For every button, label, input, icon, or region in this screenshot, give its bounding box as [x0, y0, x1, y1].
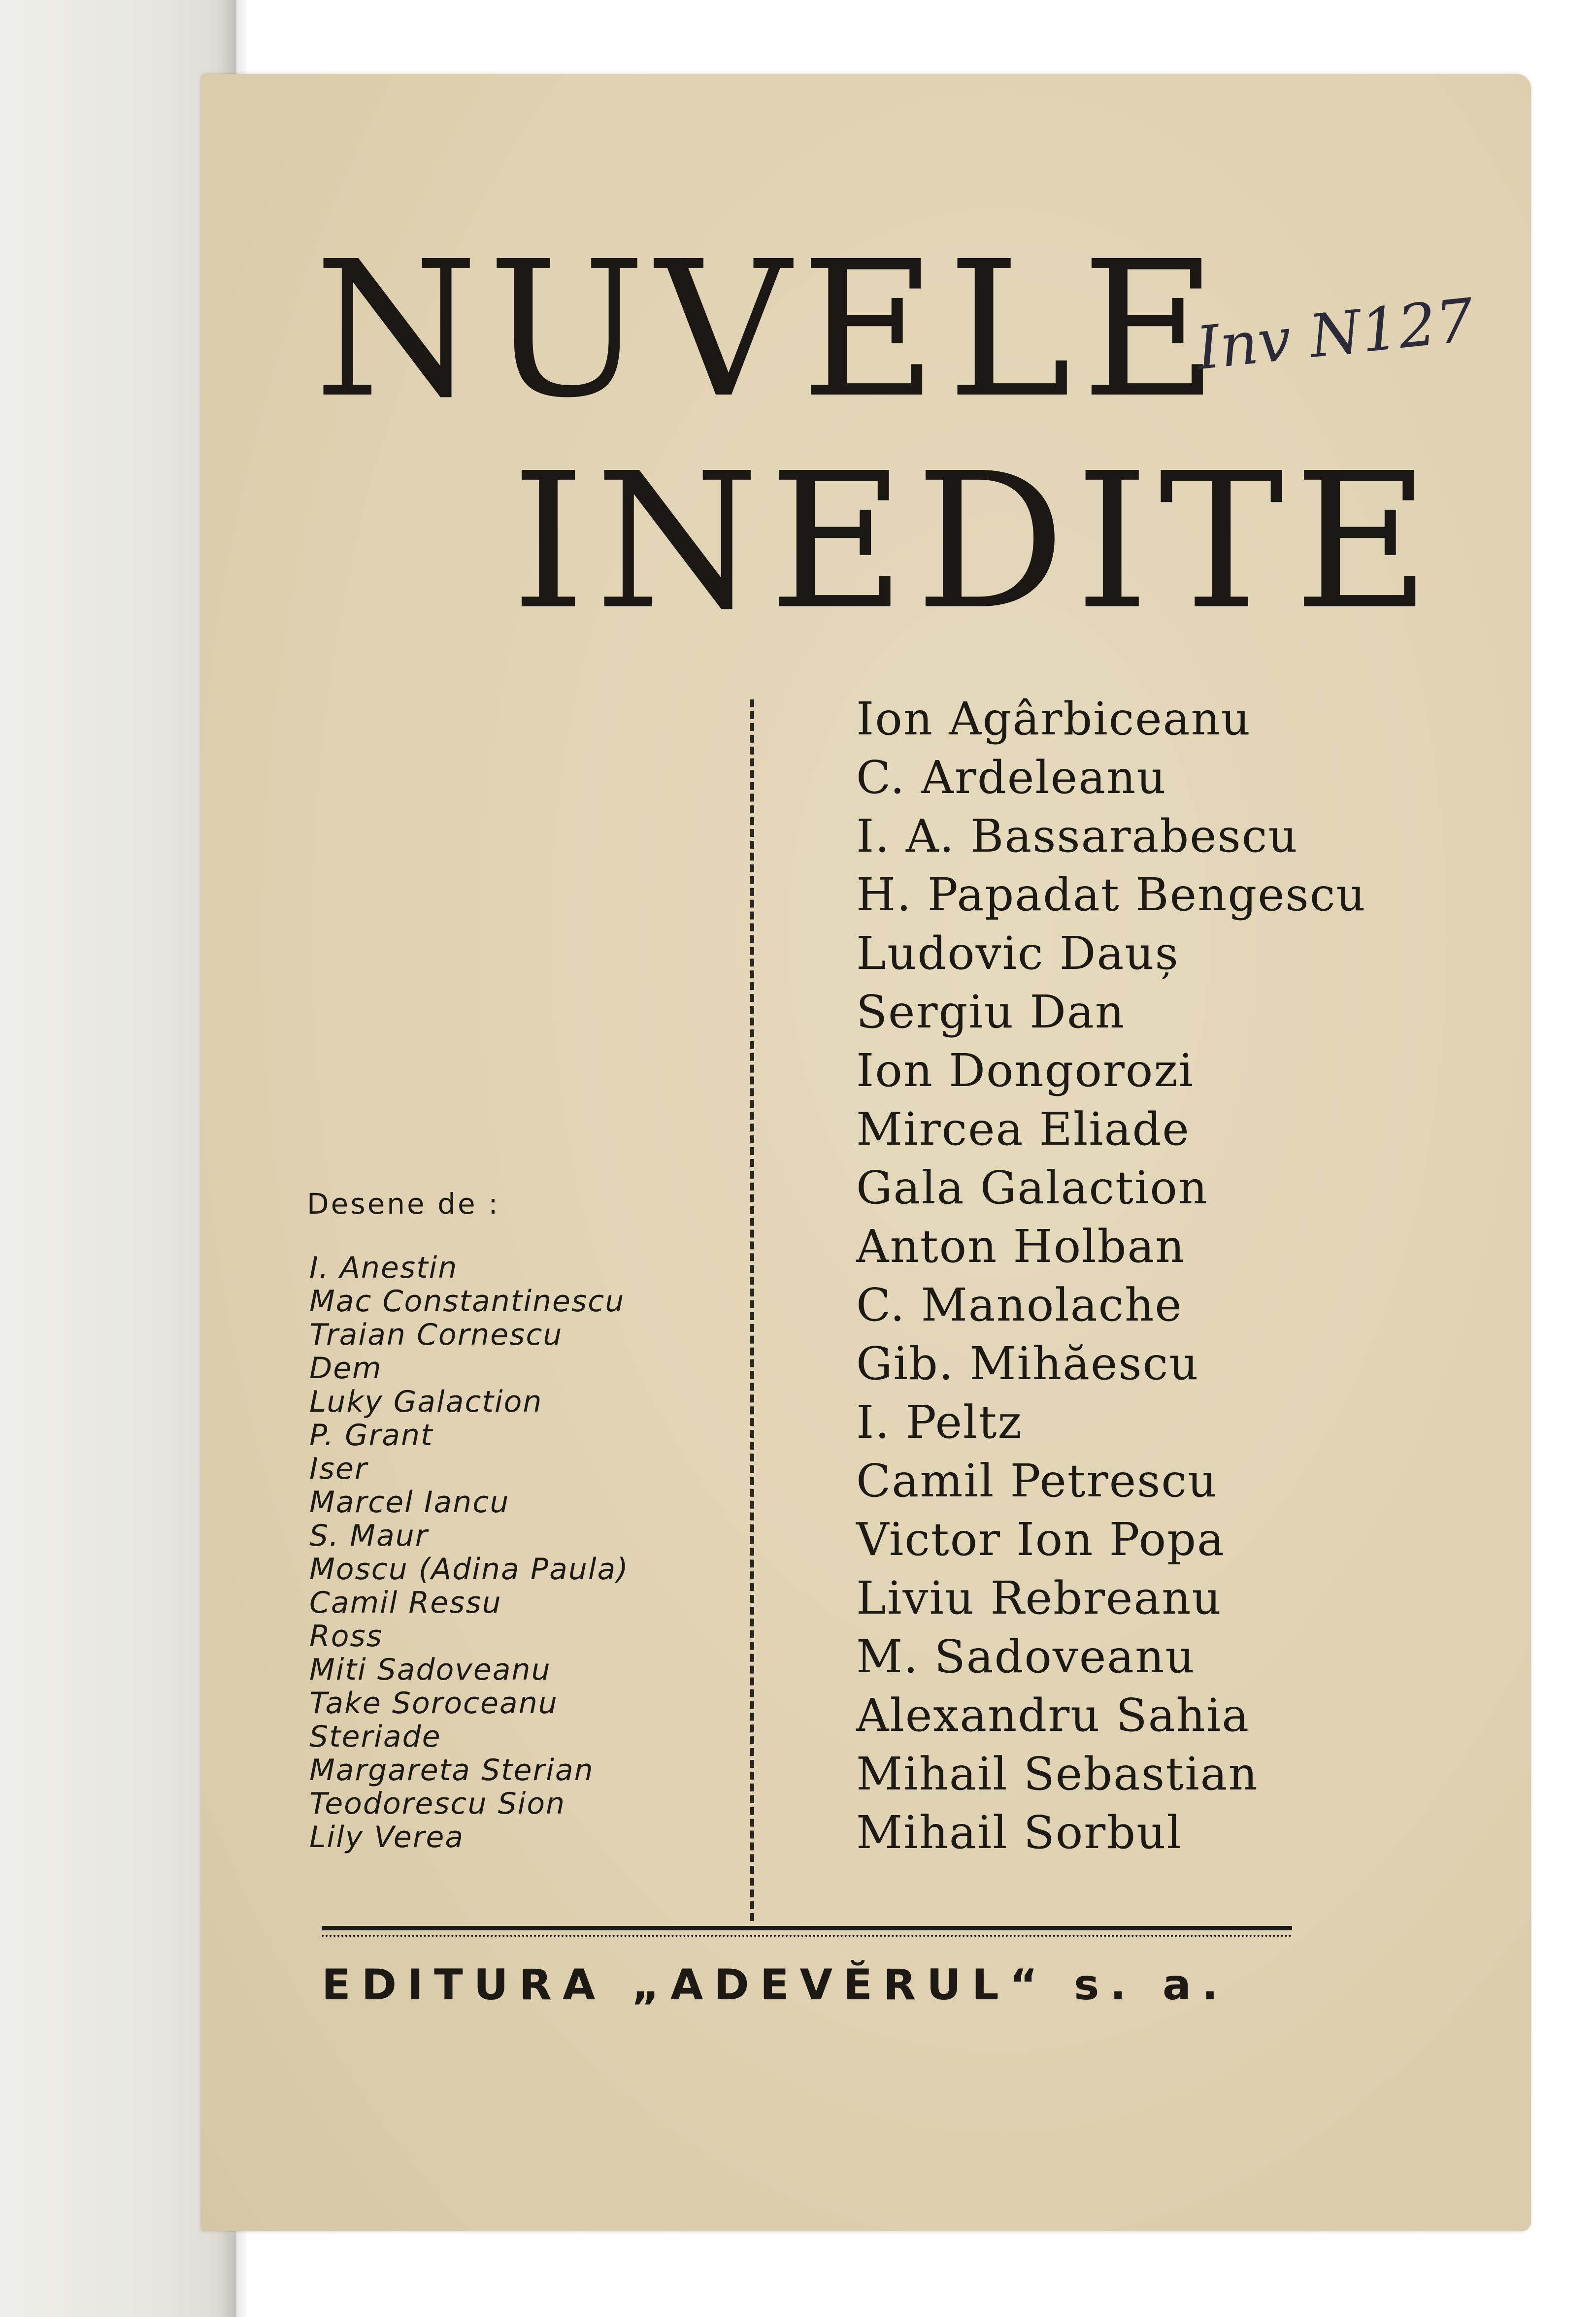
- illustrator-name: I. Anestin: [309, 1251, 458, 1285]
- author-name: H. Papadat Bengescu: [856, 868, 1366, 921]
- illustrator-list: [309, 1251, 629, 1854]
- illustrator-name: Lily Verea: [309, 1820, 465, 1854]
- author-name: C. Manolache: [856, 1279, 1183, 1331]
- publisher-name: EDITURA „ADEVĔRUL“ s. a.: [322, 1960, 1229, 2010]
- illustrator-name: Iser: [309, 1452, 368, 1486]
- author-name: Mihail Sebastian: [856, 1748, 1259, 1800]
- author-name: Mihail Sorbul: [856, 1806, 1182, 1859]
- author-name: Victor Ion Popa: [856, 1513, 1225, 1566]
- author-name: Ion Dongorozi: [856, 1044, 1195, 1097]
- illustrator-name: Margareta Sterian: [309, 1753, 594, 1787]
- author-name: Anton Holban: [856, 1220, 1186, 1273]
- illustrator-name: Moscu (Adina Paula): [309, 1552, 629, 1587]
- author-name: Ion Agârbiceanu: [856, 693, 1252, 745]
- illustrator-name: Mac Constantinescu: [309, 1284, 625, 1319]
- illustrator-name: Teodorescu Sion: [309, 1787, 566, 1821]
- illustrator-name: Miti Sadoveanu: [309, 1653, 551, 1687]
- author-name: Sergiu Dan: [856, 986, 1126, 1038]
- illustrator-name: Steriade: [309, 1720, 441, 1754]
- publisher-rule: [322, 1926, 1292, 1930]
- author-name: I. Peltz: [856, 1396, 1023, 1449]
- illustrators-heading: Desene de :: [307, 1187, 500, 1221]
- author-name: Alexandru Sahia: [856, 1689, 1250, 1742]
- author-name: Mircea Eliade: [856, 1103, 1190, 1156]
- author-name: Camil Petrescu: [856, 1455, 1218, 1507]
- column-divider: [750, 699, 754, 1921]
- author-name: Ludovic Dauș: [856, 927, 1179, 980]
- title-line-2: INEDITE: [511, 432, 1440, 651]
- illustrator-name: Dem: [309, 1351, 382, 1386]
- author-name: Gib. Mihăescu: [856, 1337, 1199, 1390]
- illustrator-name: Marcel Iancu: [309, 1485, 510, 1520]
- illustrator-name: S. Maur: [309, 1519, 429, 1553]
- author-name: C. Ardeleanu: [856, 751, 1167, 804]
- author-list: [856, 690, 1366, 1862]
- author-name: M. Sadoveanu: [856, 1630, 1196, 1683]
- publisher-rule-dotted: [322, 1935, 1292, 1937]
- illustrator-name: Ross: [309, 1619, 383, 1654]
- illustrator-name: Traian Cornescu: [309, 1318, 563, 1352]
- illustrator-name: Take Soroceanu: [309, 1686, 558, 1721]
- book-cover: [201, 74, 1531, 2231]
- illustrator-name: Camil Ressu: [309, 1586, 502, 1620]
- illustrator-name: Luky Galaction: [309, 1385, 543, 1419]
- author-name: I. A. Bassarabescu: [856, 810, 1298, 862]
- author-name: Gala Galaction: [856, 1161, 1209, 1214]
- author-name: Liviu Rebreanu: [856, 1572, 1222, 1624]
- handwritten-inventory-note: Inv N127: [1193, 286, 1477, 384]
- title-line-1: NUVELE: [314, 221, 1228, 439]
- illustrator-name: P. Grant: [309, 1418, 433, 1453]
